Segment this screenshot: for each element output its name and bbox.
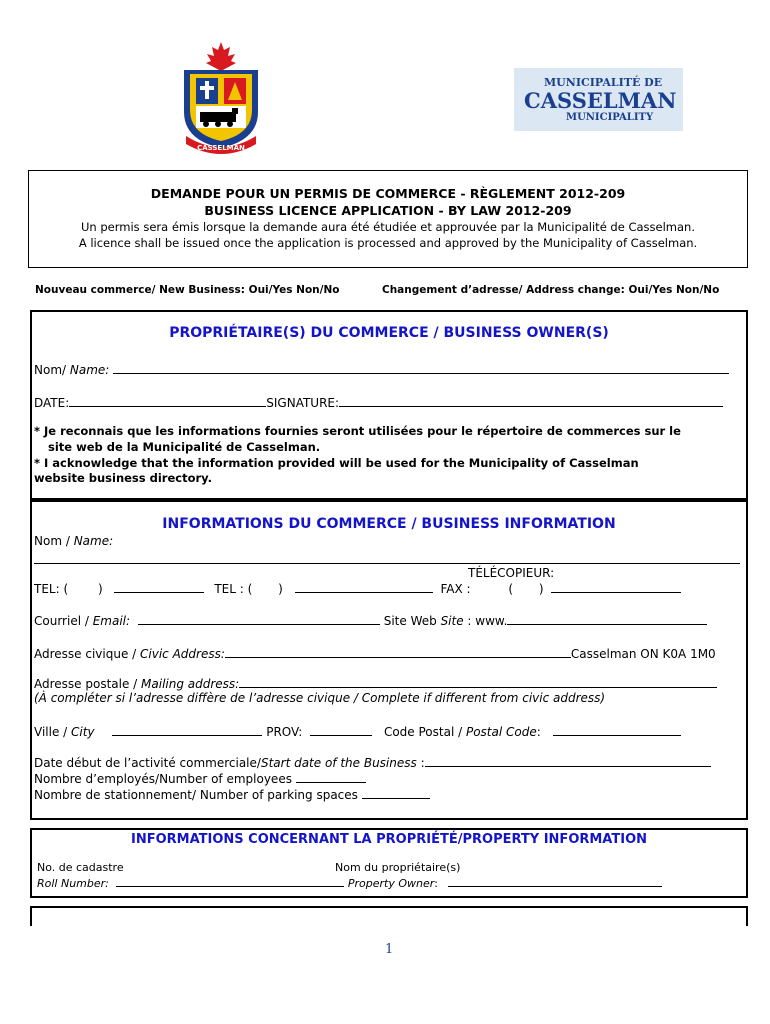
employees-row [34, 771, 366, 786]
municipality-banner [514, 68, 683, 131]
roll-number-label-fr: No. de cadastre [37, 861, 124, 874]
prov-label: PROV: [266, 725, 303, 739]
employees-label: Nombre d’employés/Number of employees [34, 772, 296, 786]
owner-name-field[interactable] [113, 362, 729, 374]
parking-row [34, 787, 430, 802]
email-label-en: Email: [92, 614, 131, 628]
signature-label: SIGNATURE: [266, 396, 340, 410]
banner-line-1: MUNICIPALITÉ DE [544, 76, 663, 89]
mailing-field[interactable] [239, 676, 717, 688]
title-box [28, 170, 748, 268]
address-change-option[interactable]: Changement d’adresse/ Address change: Oui/Yes Non/No [382, 284, 720, 296]
date-label: DATE: [34, 396, 70, 410]
notice-en-2: website business directory. [34, 471, 212, 485]
casselman-crest-logo [176, 40, 266, 158]
owner-name-row [34, 362, 729, 377]
parking-field[interactable] [362, 787, 430, 799]
website-label-fr: Site Web [383, 614, 441, 628]
mailing-row [34, 676, 717, 691]
roll-number-label-en: Roll Number: [37, 877, 109, 890]
property-row [37, 876, 662, 890]
business-name-row [34, 534, 113, 548]
start-date-field[interactable] [425, 755, 711, 767]
website-field[interactable] [507, 613, 707, 625]
email-row [34, 613, 707, 628]
business-name-label-fr: Nom / [34, 534, 74, 548]
mailing-label-fr: Adresse postale / [34, 677, 142, 691]
new-business-option[interactable]: Nouveau commerce/ New Business: Oui/Yes Non/No [35, 284, 340, 296]
civic-label-en: Civic Address: [140, 647, 225, 661]
phone-row [34, 581, 681, 596]
tel2-label: TEL : ( [214, 582, 253, 596]
civic-field[interactable] [225, 646, 571, 658]
business-name-field-row [34, 552, 740, 567]
notice-fr-2: site web de la Municipalité de Casselman. [48, 440, 321, 454]
owner-name-label-fr: Nom/ [34, 363, 70, 377]
prov-field[interactable] [310, 724, 372, 736]
roll-number-field[interactable] [116, 876, 344, 887]
civic-row [34, 646, 716, 661]
mailing-note: (À compléter si l’adresse diffère de l’adresse civique / Complete if different from civic address) [34, 691, 606, 705]
notice-en-1: * I acknowledge that the information provided will be used for the Municipality of Casselman [34, 456, 639, 470]
fax-label-en: FAX : [440, 582, 471, 596]
property-owner-field[interactable] [448, 876, 662, 887]
owner-heading: PROPRIÉTAIRE(S) DU COMMERCE / BUSINESS OWNER(S) [169, 325, 609, 341]
postal-label-en: Postal Code [465, 725, 537, 739]
business-name-label-en: Name: [73, 534, 114, 548]
fax-open-paren: ( [508, 582, 514, 596]
tel2-field[interactable] [295, 581, 433, 593]
tel2-paren: ) [278, 582, 283, 596]
property-owner-label-fr: Nom du propriétaire(s) [335, 861, 461, 874]
notice-fr-1: * Je reconnais que les informations fournies seront utilisées pour le répertoire de commerces sur le [34, 424, 681, 438]
fax-close-paren: ) [538, 582, 544, 596]
property-heading: INFORMATIONS CONCERNANT LA PROPRIÉTÉ/PROPERTY INFORMATION [130, 832, 647, 847]
owner-date-row [34, 395, 723, 410]
postal-field[interactable] [553, 724, 681, 736]
fax-label-fr: TÉLÉCOPIEUR: [468, 566, 555, 580]
tel1-paren: ) [97, 582, 103, 596]
property-owner-colon: : [434, 877, 439, 890]
title-line-1: DEMANDE POUR UN PERMIS DE COMMERCE - RÈGLEMENT 2012-209 [150, 186, 626, 201]
crest-ribbon-text: CASSELMAN [197, 144, 245, 152]
page-number: 1 [385, 942, 394, 957]
email-label-fr: Courriel / [34, 614, 93, 628]
start-date-label-en: Start date of the Business [260, 756, 417, 770]
city-row [34, 724, 681, 739]
tel1-label: TEL: ( [34, 582, 69, 596]
business-heading: INFORMATIONS DU COMMERCE / BUSINESS INFORMATION [162, 516, 616, 532]
banner-line-2: CASSELMAN [524, 88, 677, 113]
website-www: : www. [463, 614, 508, 628]
email-field[interactable] [138, 613, 380, 625]
property-owner-label-en: Property Owner [347, 877, 435, 890]
city-label-en: City [71, 725, 95, 739]
website-label-en: Site [440, 614, 464, 628]
parking-label: Nombre de stationnement/ Number of parking spaces [34, 788, 362, 802]
city-label-fr: Ville / [34, 725, 72, 739]
start-date-row [34, 755, 711, 770]
title-note-fr: Un permis sera émis lorsque la demande aura été étudiée et approuvée par la Municipalité de Casselman. [81, 220, 695, 234]
owner-name-label-en: Name: [69, 363, 110, 377]
start-date-colon: : [416, 756, 425, 770]
civic-label-fr: Adresse civique / [34, 647, 141, 661]
date-field[interactable] [69, 395, 266, 407]
postal-colon: : [536, 725, 541, 739]
employees-field[interactable] [296, 771, 366, 783]
mailing-label-en: Mailing address: [141, 677, 240, 691]
title-line-2: BUSINESS LICENCE APPLICATION - BY LAW 2012-209 [204, 203, 572, 218]
fax-field[interactable] [551, 581, 681, 593]
city-field[interactable] [112, 724, 262, 736]
signature-field[interactable] [339, 395, 723, 407]
business-name-field[interactable] [34, 552, 740, 564]
start-date-label-fr: Date début de l’activité commerciale/ [34, 756, 261, 770]
next-section-box [30, 906, 748, 926]
tel1-field[interactable] [114, 581, 204, 593]
postal-label-fr: Code Postal / [383, 725, 466, 739]
title-note-en: A licence shall be issued once the application is processed and approved by the Municipality of Casselman. [78, 236, 698, 250]
banner-line-3: MUNICIPALITY [566, 112, 654, 123]
civic-suffix: Casselman ON K0A 1M0 [570, 647, 716, 661]
